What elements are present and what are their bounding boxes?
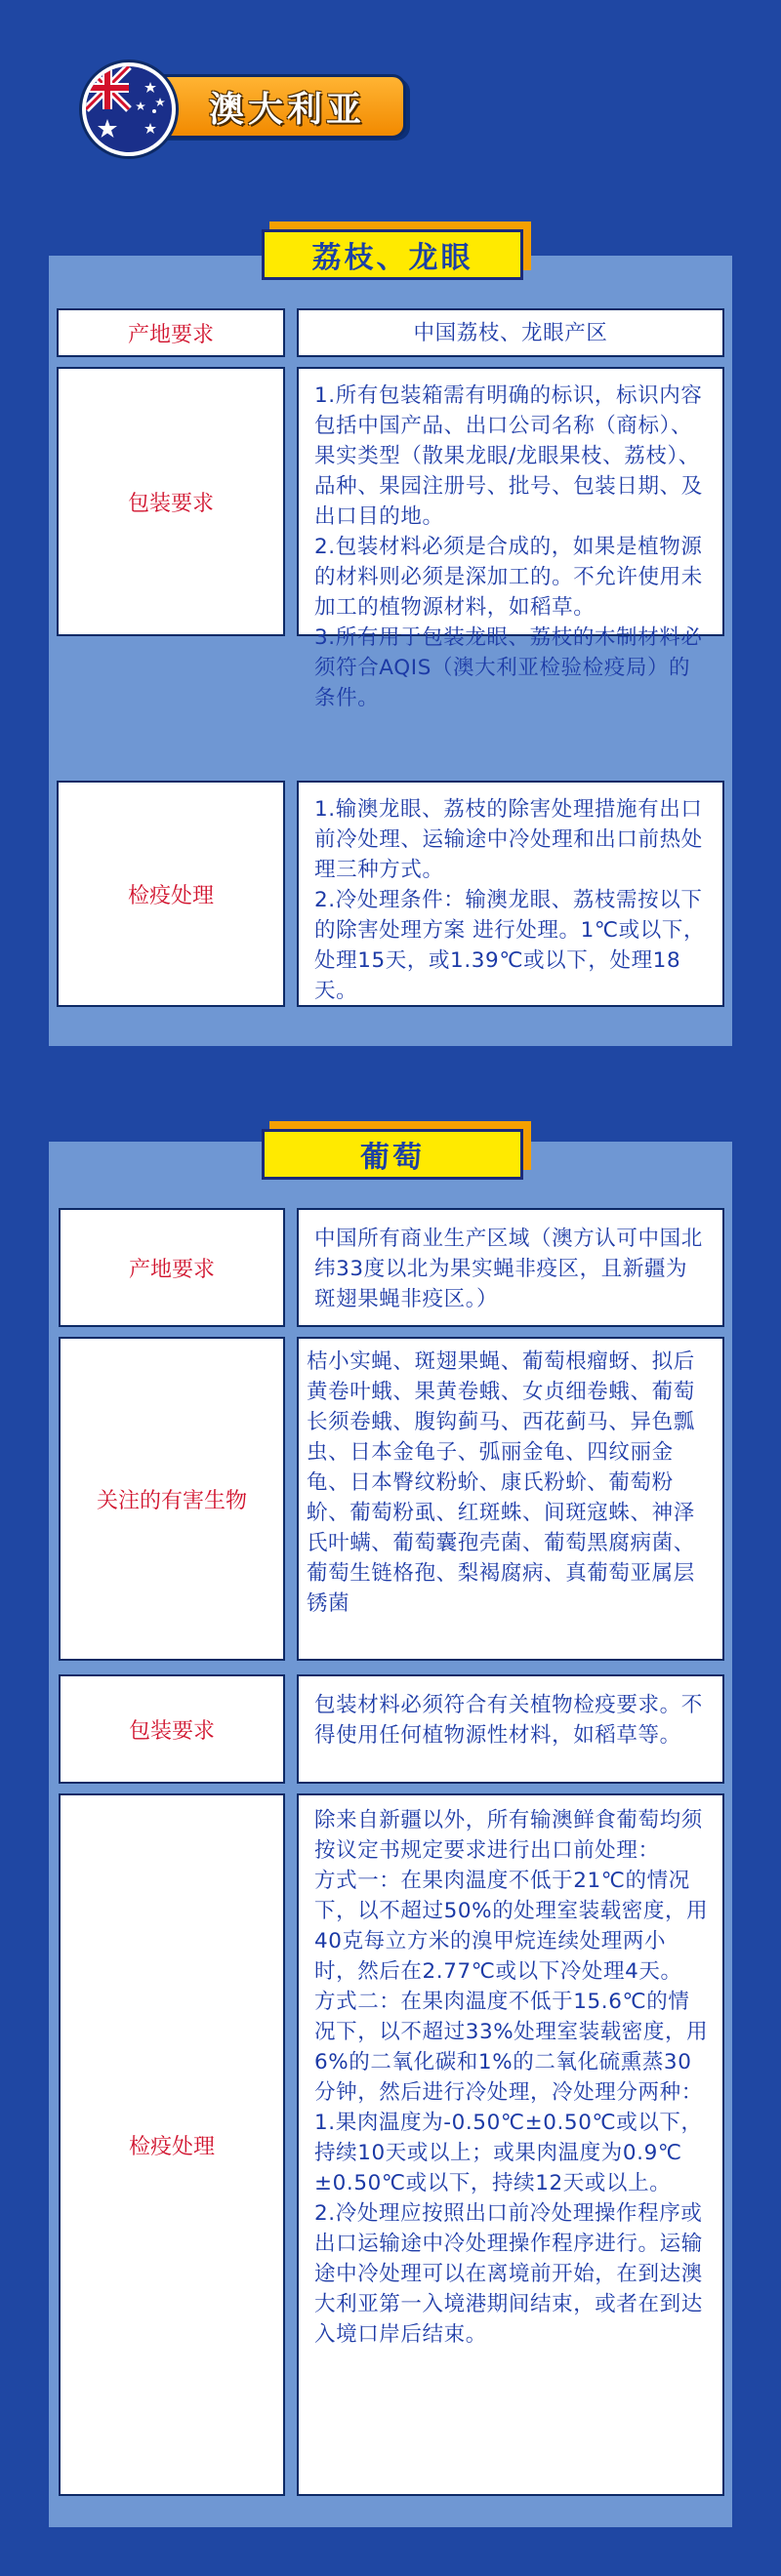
row-label [57,367,285,636]
row-content [297,1337,724,1661]
section-title: 荔枝、龙眼 [311,241,473,275]
row-content [297,781,724,1007]
content-paragraph: 2.包装材料必须是合成的，如果是植物源的材料则必须是深加工的。不允许使用未加工的植物源材料，如稻草。 [314,535,703,620]
section-lychee-longan [49,241,732,1046]
row-label [59,1337,285,1661]
row-label [57,781,285,1007]
content-paragraph: 方式二：在果肉温度不低于15.6℃的情况下，以不超过33%处理室装载密度，用6%的二氧化碳和1%的二氧化硫熏蒸30分钟，然后进行冷处理，冷处理分两种： [314,1990,709,2105]
content-paragraph: 2.冷处理应按照出口前冷处理操作程序或出口运输途中冷处理操作程序进行。运输途中冷处理可以在离境前开始，在到达澳大利亚第一入境港期间结束，或者在到达入境口岸后结束。 [314,2201,703,2347]
section-title-box-front [262,1129,523,1180]
row-label [59,1674,285,1784]
section-title-box [262,1129,523,1178]
row-label-text: 包装要求 [128,1718,215,1744]
content-paragraph: 方式一：在果肉温度不低于21℃的情况下，以不超过50%的处理室装载密度，用40克每立方米的溴甲烷连续处理两小时，然后在2.77℃或以下冷处理4天。 [314,1869,709,1984]
row-content [297,308,724,357]
content-paragraph: 1.果肉温度为-0.50℃±0.50℃或以下，持续10天或以上；或果肉温度为0.9℃±0.50℃或以下，持续12天或以上。 [314,2111,703,2195]
australia-flag-icon [86,66,172,152]
content-paragraph: 1.输澳龙眼、荔枝的除害处理措施有出口前冷处理、运输途中冷处理和出口前热处理三种方式。 [314,797,703,882]
section-title-box [262,229,523,278]
content-paragraph: 2.冷处理条件：输澳龙眼、荔枝需按以下的除害处理方案 进行处理。1℃或以下，处理15天，或1.39℃或以下，处理18天。 [314,888,706,1003]
row-content [297,1208,724,1327]
content-paragraph: 1.所有包装箱需有明确的标识，标识内容包括中国产品、出口公司名称（商标）、果实类型（散果龙眼/龙眼果枝、荔枝）、品种、果园注册号、批号、包装日期、及出口目的地。 [314,383,703,529]
row-label-text: 检疫处理 [127,883,214,908]
row-content-text: 中国荔枝、龙眼产区 [413,320,608,345]
content-paragraph: 包装材料必须符合有关植物检疫要求。不得使用任何植物源性材料，如稻草等。 [314,1693,703,1748]
row-content [297,367,724,710]
country-header [86,70,437,150]
row-label [59,1793,285,2496]
row-label [59,1208,285,1327]
content-paragraph: 除来自新疆以外，所有输澳鲜食葡萄均须按议定书规定要求进行出口前处理： [314,1808,703,1863]
section-grape [49,1142,732,2527]
row-label-text: 关注的有害生物 [96,1488,247,1513]
row-content [297,1674,724,1784]
row-label-text: 产地要求 [128,1257,215,1282]
row-label-text: 产地要求 [127,322,214,347]
row-label-text: 检疫处理 [128,2134,215,2159]
country-title: 澳大利亚 [208,89,365,130]
section-title-box-front [262,229,523,280]
section-title: 葡萄 [360,1141,425,1175]
row-label-text: 包装要求 [127,491,214,516]
content-paragraph: 3.所有用于包装龙眼、荔枝的木制材料必须符合AQIS（澳大利亚检验检疫局）的条件。 [314,625,703,710]
row-content [297,1793,724,2496]
content-paragraph: 中国所有商业生产区域（澳方认可中国北纬33度以北为果实蝇非疫区，且新疆为斑翅果蝇非疫区。） [314,1227,703,1311]
content-paragraph: 桔小实蝇、斑翅果蝇、葡萄根瘤蚜、拟后黄卷叶蛾、果黄卷蛾、女贞细卷蛾、葡萄长须卷蛾、腹钩蓟马、西花蓟马、异色瓢虫、日本金龟子、弧丽金龟、四纹丽金龟、日本臀纹粉蚧、康氏粉蚧、葡萄粉蚧、葡萄粉虱、红斑蛛、间斑寇蛛、神泽氏叶螨、葡萄囊孢壳菌、葡萄黑腐病菌、葡萄生链格孢、梨褐腐病、真葡萄亚属层锈菌 [307,1349,695,1616]
row-label [57,308,285,357]
